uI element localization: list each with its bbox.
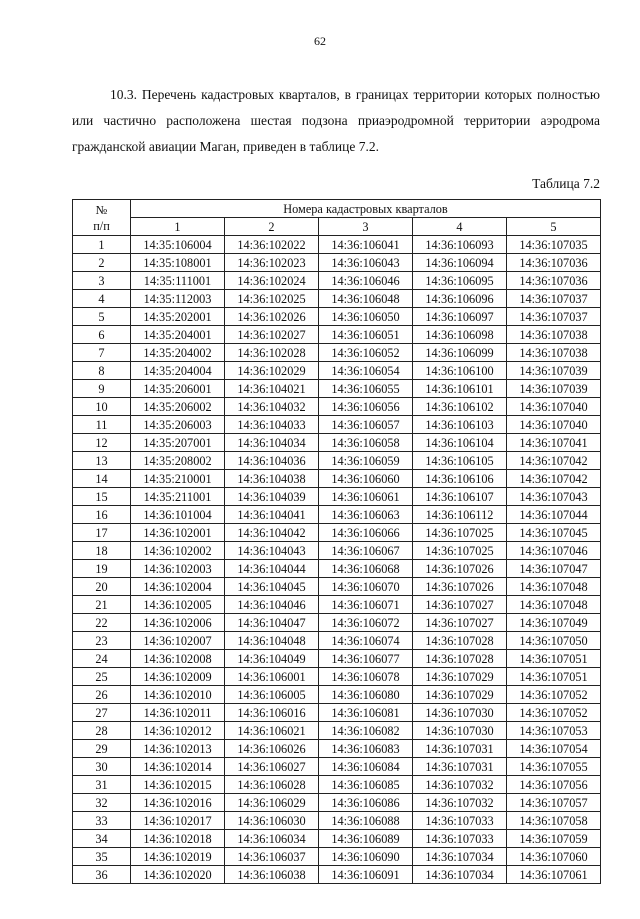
row-number-cell: 11 — [73, 416, 131, 434]
cadastral-quarters-table — [72, 199, 601, 884]
cadastral-number-cell: 14:36:106072 — [319, 614, 413, 632]
table-row — [73, 776, 601, 794]
cadastral-number-cell: 14:36:102019 — [131, 848, 225, 866]
cadastral-number-cell: 14:36:107030 — [413, 704, 507, 722]
cadastral-number-cell: 14:36:107042 — [507, 452, 601, 470]
cadastral-number-cell: 14:36:104046 — [225, 596, 319, 614]
row-number-cell: 8 — [73, 362, 131, 380]
column-header: 3 — [319, 218, 413, 236]
table-row — [73, 326, 601, 344]
cadastral-number-cell: 14:36:101004 — [131, 506, 225, 524]
cadastral-number-cell: 14:35:206003 — [131, 416, 225, 434]
row-number-cell: 32 — [73, 794, 131, 812]
cadastral-number-cell: 14:36:106066 — [319, 524, 413, 542]
table-row — [73, 848, 601, 866]
column-header: 4 — [413, 218, 507, 236]
cadastral-number-cell: 14:35:206002 — [131, 398, 225, 416]
cadastral-number-cell: 14:36:107061 — [507, 866, 601, 884]
cadastral-number-cell: 14:36:102015 — [131, 776, 225, 794]
table-row — [73, 758, 601, 776]
cadastral-number-cell: 14:36:102006 — [131, 614, 225, 632]
cadastral-number-cell: 14:36:107033 — [413, 812, 507, 830]
cadastral-number-cell: 14:36:106103 — [413, 416, 507, 434]
row-number-cell: 7 — [73, 344, 131, 362]
cadastral-number-cell: 14:36:107033 — [413, 830, 507, 848]
table-row — [73, 866, 601, 884]
cadastral-number-cell: 14:36:102012 — [131, 722, 225, 740]
cadastral-number-cell: 14:35:210001 — [131, 470, 225, 488]
cadastral-number-cell: 14:35:204002 — [131, 344, 225, 362]
cadastral-number-cell: 14:35:206001 — [131, 380, 225, 398]
cadastral-number-cell: 14:36:106099 — [413, 344, 507, 362]
cadastral-number-cell: 14:36:106067 — [319, 542, 413, 560]
cadastral-number-cell: 14:36:104033 — [225, 416, 319, 434]
cadastral-number-cell: 14:36:106001 — [225, 668, 319, 686]
row-number-cell: 12 — [73, 434, 131, 452]
column-header: 1 — [131, 218, 225, 236]
cadastral-number-cell: 14:36:106082 — [319, 722, 413, 740]
cadastral-number-cell: 14:36:104039 — [225, 488, 319, 506]
cadastral-number-cell: 14:36:107053 — [507, 722, 601, 740]
cadastral-number-cell: 14:36:104043 — [225, 542, 319, 560]
cadastral-number-cell: 14:36:106055 — [319, 380, 413, 398]
row-number-cell: 2 — [73, 254, 131, 272]
cadastral-number-cell: 14:36:106090 — [319, 848, 413, 866]
cadastral-number-cell: 14:36:106021 — [225, 722, 319, 740]
table-row — [73, 578, 601, 596]
cadastral-number-cell: 14:36:106028 — [225, 776, 319, 794]
cadastral-number-cell: 14:36:107038 — [507, 344, 601, 362]
row-number-cell: 6 — [73, 326, 131, 344]
cadastral-number-cell: 14:36:107043 — [507, 488, 601, 506]
row-number-cell: 4 — [73, 290, 131, 308]
row-number-cell: 10 — [73, 398, 131, 416]
row-number-cell: 14 — [73, 470, 131, 488]
cadastral-number-cell: 14:36:102023 — [225, 254, 319, 272]
cadastral-number-cell: 14:36:104049 — [225, 650, 319, 668]
cadastral-number-cell: 14:36:107045 — [507, 524, 601, 542]
cadastral-number-cell: 14:36:107034 — [413, 866, 507, 884]
table-row — [73, 794, 601, 812]
cadastral-number-cell: 14:35:202001 — [131, 308, 225, 326]
row-number-cell: 17 — [73, 524, 131, 542]
cadastral-number-cell: 14:36:106034 — [225, 830, 319, 848]
table-caption: Таблица 7.2 — [532, 176, 600, 191]
table-row — [73, 542, 601, 560]
table-row — [73, 704, 601, 722]
table-row — [73, 614, 601, 632]
cadastral-number-cell: 14:36:107028 — [413, 632, 507, 650]
cadastral-number-cell: 14:36:102010 — [131, 686, 225, 704]
cadastral-number-cell: 14:36:106089 — [319, 830, 413, 848]
cadastral-number-cell: 14:36:106094 — [413, 254, 507, 272]
cadastral-number-cell: 14:36:102002 — [131, 542, 225, 560]
table-row — [73, 290, 601, 308]
cadastral-number-cell: 14:36:102014 — [131, 758, 225, 776]
cadastral-number-cell: 14:36:106100 — [413, 362, 507, 380]
cadastral-number-cell: 14:36:107046 — [507, 542, 601, 560]
cadastral-number-cell: 14:36:107034 — [413, 848, 507, 866]
row-number-cell: 26 — [73, 686, 131, 704]
cadastral-number-cell: 14:36:106016 — [225, 704, 319, 722]
cadastral-number-cell: 14:36:107059 — [507, 830, 601, 848]
cadastral-number-cell: 14:36:107040 — [507, 398, 601, 416]
cadastral-number-cell: 14:36:107051 — [507, 668, 601, 686]
cadastral-number-cell: 14:36:102005 — [131, 596, 225, 614]
cadastral-number-cell: 14:36:106041 — [319, 236, 413, 254]
cadastral-number-cell: 14:36:106030 — [225, 812, 319, 830]
cadastral-number-cell: 14:36:106091 — [319, 866, 413, 884]
cadastral-number-cell: 14:36:106026 — [225, 740, 319, 758]
cadastral-number-cell: 14:36:107037 — [507, 290, 601, 308]
row-number-cell: 28 — [73, 722, 131, 740]
row-number-cell: 29 — [73, 740, 131, 758]
cadastral-number-cell: 14:36:106063 — [319, 506, 413, 524]
table-row — [73, 650, 601, 668]
cadastral-number-cell: 14:36:106077 — [319, 650, 413, 668]
cadastral-number-cell: 14:36:106071 — [319, 596, 413, 614]
table-row — [73, 830, 601, 848]
cadastral-number-cell: 14:36:104042 — [225, 524, 319, 542]
table-row — [73, 344, 601, 362]
cadastral-number-cell: 14:36:107038 — [507, 326, 601, 344]
cadastral-number-cell: 14:36:106105 — [413, 452, 507, 470]
cadastral-number-cell: 14:36:106029 — [225, 794, 319, 812]
table-row — [73, 416, 601, 434]
cadastral-number-cell: 14:36:102013 — [131, 740, 225, 758]
row-number-cell: 15 — [73, 488, 131, 506]
cadastral-number-cell: 14:36:107052 — [507, 704, 601, 722]
cadastral-number-cell: 14:36:106051 — [319, 326, 413, 344]
cadastral-number-cell: 14:36:107060 — [507, 848, 601, 866]
cadastral-number-cell: 14:36:104032 — [225, 398, 319, 416]
cadastral-number-cell: 14:36:106027 — [225, 758, 319, 776]
cadastral-number-cell: 14:36:107025 — [413, 542, 507, 560]
cadastral-number-cell: 14:36:106095 — [413, 272, 507, 290]
cadastral-number-cell: 14:36:104048 — [225, 632, 319, 650]
cadastral-number-cell: 14:36:107025 — [413, 524, 507, 542]
cadastral-number-cell: 14:36:104045 — [225, 578, 319, 596]
cadastral-number-cell: 14:36:106093 — [413, 236, 507, 254]
cadastral-number-cell: 14:36:107037 — [507, 308, 601, 326]
cadastral-number-cell: 14:36:104041 — [225, 506, 319, 524]
cadastral-number-cell: 14:36:106102 — [413, 398, 507, 416]
cadastral-number-cell: 14:36:104034 — [225, 434, 319, 452]
cadastral-number-cell: 14:36:107040 — [507, 416, 601, 434]
cadastral-number-cell: 14:36:106005 — [225, 686, 319, 704]
cadastral-number-cell: 14:35:211001 — [131, 488, 225, 506]
cadastral-number-cell: 14:36:106068 — [319, 560, 413, 578]
cadastral-number-cell: 14:36:107031 — [413, 758, 507, 776]
cadastral-number-cell: 14:36:102025 — [225, 290, 319, 308]
cadastral-number-cell: 14:36:106057 — [319, 416, 413, 434]
cadastral-number-cell: 14:36:104036 — [225, 452, 319, 470]
intro-paragraph: 10.3. Перечень кадастровых кварталов, в границах территории которых полностью или частично расположена шестая подзона приаэродромной территории аэродрома гражданской авиации Маган, приведен в таблице 7.2. — [72, 86, 600, 154]
table-row — [73, 560, 601, 578]
cadastral-number-cell: 14:36:107027 — [413, 614, 507, 632]
row-number-cell: 9 — [73, 380, 131, 398]
table-row — [73, 362, 601, 380]
row-number-cell: 36 — [73, 866, 131, 884]
cadastral-number-cell: 14:35:207001 — [131, 434, 225, 452]
cadastral-number-cell: 14:36:104047 — [225, 614, 319, 632]
cadastral-number-cell: 14:36:107026 — [413, 578, 507, 596]
table-row — [73, 398, 601, 416]
column-header: 2 — [225, 218, 319, 236]
cadastral-number-cell: 14:36:106060 — [319, 470, 413, 488]
cadastral-number-cell: 14:36:102020 — [131, 866, 225, 884]
cadastral-number-cell: 14:36:106104 — [413, 434, 507, 452]
cadastral-number-cell: 14:36:106078 — [319, 668, 413, 686]
row-number-cell: 21 — [73, 596, 131, 614]
cadastral-number-cell: 14:36:102001 — [131, 524, 225, 542]
cadastral-number-cell: 14:36:106038 — [225, 866, 319, 884]
row-number-header — [73, 200, 131, 236]
cadastral-number-cell: 14:36:106061 — [319, 488, 413, 506]
cadastral-number-cell: 14:36:106085 — [319, 776, 413, 794]
table-row — [73, 722, 601, 740]
cadastral-number-cell: 14:36:102011 — [131, 704, 225, 722]
cadastral-number-cell: 14:36:107048 — [507, 578, 601, 596]
row-number-cell: 30 — [73, 758, 131, 776]
cadastral-number-cell: 14:36:107036 — [507, 254, 601, 272]
cadastral-number-cell: 14:36:107049 — [507, 614, 601, 632]
cadastral-number-cell: 14:36:106106 — [413, 470, 507, 488]
cadastral-number-cell: 14:36:106083 — [319, 740, 413, 758]
table-row — [73, 668, 601, 686]
cadastral-number-cell: 14:35:111001 — [131, 272, 225, 290]
row-number-header-abbr: п/п — [93, 218, 110, 233]
table-body — [73, 236, 601, 884]
cadastral-number-cell: 14:36:102027 — [225, 326, 319, 344]
cadastral-number-cell: 14:36:106043 — [319, 254, 413, 272]
row-number-cell: 23 — [73, 632, 131, 650]
row-number-cell: 34 — [73, 830, 131, 848]
cadastral-numbers-group-header: Номера кадастровых кварталов — [131, 200, 601, 218]
row-number-cell: 13 — [73, 452, 131, 470]
cadastral-number-cell: 14:36:106070 — [319, 578, 413, 596]
row-number-cell: 19 — [73, 560, 131, 578]
cadastral-number-cell: 14:36:107054 — [507, 740, 601, 758]
cadastral-number-cell: 14:36:106081 — [319, 704, 413, 722]
cadastral-number-cell: 14:36:106107 — [413, 488, 507, 506]
table-row — [73, 686, 601, 704]
table-row — [73, 380, 601, 398]
cadastral-number-cell: 14:35:106004 — [131, 236, 225, 254]
row-number-header-symbol: № — [95, 202, 108, 217]
row-number-cell: 31 — [73, 776, 131, 794]
cadastral-number-cell: 14:36:106054 — [319, 362, 413, 380]
table-row — [73, 254, 601, 272]
cadastral-number-cell: 14:36:106058 — [319, 434, 413, 452]
cadastral-number-cell: 14:36:102004 — [131, 578, 225, 596]
table-row — [73, 632, 601, 650]
cadastral-number-cell: 14:36:106098 — [413, 326, 507, 344]
cadastral-number-cell: 14:36:107029 — [413, 668, 507, 686]
cadastral-number-cell: 14:36:107039 — [507, 362, 601, 380]
cadastral-number-cell: 14:36:106048 — [319, 290, 413, 308]
cadastral-number-cell: 14:35:208002 — [131, 452, 225, 470]
cadastral-number-cell: 14:36:107036 — [507, 272, 601, 290]
table-row — [73, 236, 601, 254]
table-row — [73, 740, 601, 758]
cadastral-number-cell: 14:36:107055 — [507, 758, 601, 776]
cadastral-number-cell: 14:36:107026 — [413, 560, 507, 578]
cadastral-number-cell: 14:36:102007 — [131, 632, 225, 650]
cadastral-number-cell: 14:36:102026 — [225, 308, 319, 326]
row-number-cell: 3 — [73, 272, 131, 290]
cadastral-number-cell: 14:36:106112 — [413, 506, 507, 524]
cadastral-number-cell: 14:36:102017 — [131, 812, 225, 830]
row-number-cell: 1 — [73, 236, 131, 254]
cadastral-number-cell: 14:36:102028 — [225, 344, 319, 362]
cadastral-number-cell: 14:36:106074 — [319, 632, 413, 650]
row-number-cell: 25 — [73, 668, 131, 686]
row-number-cell: 16 — [73, 506, 131, 524]
column-header: 5 — [507, 218, 601, 236]
cadastral-number-cell: 14:35:204004 — [131, 362, 225, 380]
cadastral-number-cell: 14:36:106056 — [319, 398, 413, 416]
cadastral-number-cell: 14:36:107044 — [507, 506, 601, 524]
cadastral-number-cell: 14:36:106101 — [413, 380, 507, 398]
cadastral-number-cell: 14:36:102029 — [225, 362, 319, 380]
row-number-cell: 33 — [73, 812, 131, 830]
cadastral-number-cell: 14:36:107057 — [507, 794, 601, 812]
cadastral-number-cell: 14:36:107050 — [507, 632, 601, 650]
cadastral-number-cell: 14:36:107039 — [507, 380, 601, 398]
row-number-cell: 22 — [73, 614, 131, 632]
cadastral-number-cell: 14:36:107027 — [413, 596, 507, 614]
page-number: 62 — [314, 34, 326, 48]
cadastral-number-cell: 14:36:102003 — [131, 560, 225, 578]
cadastral-number-cell: 14:36:107029 — [413, 686, 507, 704]
cadastral-number-cell: 14:36:104044 — [225, 560, 319, 578]
cadastral-number-cell: 14:36:102022 — [225, 236, 319, 254]
table-row — [73, 524, 601, 542]
cadastral-number-cell: 14:36:106046 — [319, 272, 413, 290]
cadastral-number-cell: 14:36:107035 — [507, 236, 601, 254]
table-row — [73, 308, 601, 326]
table-row — [73, 452, 601, 470]
cadastral-number-cell: 14:36:106037 — [225, 848, 319, 866]
cadastral-number-cell: 14:36:107041 — [507, 434, 601, 452]
cadastral-number-cell: 14:36:106096 — [413, 290, 507, 308]
cadastral-number-cell: 14:36:106050 — [319, 308, 413, 326]
cadastral-number-cell: 14:36:106088 — [319, 812, 413, 830]
table-row — [73, 506, 601, 524]
row-number-cell: 35 — [73, 848, 131, 866]
cadastral-number-cell: 14:36:107031 — [413, 740, 507, 758]
cadastral-number-cell: 14:36:107032 — [413, 794, 507, 812]
cadastral-number-cell: 14:36:102024 — [225, 272, 319, 290]
row-number-cell: 27 — [73, 704, 131, 722]
cadastral-number-cell: 14:36:102018 — [131, 830, 225, 848]
cadastral-number-cell: 14:36:106086 — [319, 794, 413, 812]
cadastral-number-cell: 14:36:107028 — [413, 650, 507, 668]
table-row — [73, 488, 601, 506]
cadastral-number-cell: 14:35:112003 — [131, 290, 225, 308]
cadastral-number-cell: 14:36:106097 — [413, 308, 507, 326]
cadastral-number-cell: 14:36:106080 — [319, 686, 413, 704]
cadastral-number-cell: 14:36:102009 — [131, 668, 225, 686]
table-row — [73, 596, 601, 614]
table-row — [73, 272, 601, 290]
cadastral-number-cell: 14:36:107030 — [413, 722, 507, 740]
cadastral-number-cell: 14:36:107052 — [507, 686, 601, 704]
table-row — [73, 434, 601, 452]
cadastral-number-cell: 14:36:107032 — [413, 776, 507, 794]
cadastral-number-cell: 14:36:104038 — [225, 470, 319, 488]
row-number-cell: 24 — [73, 650, 131, 668]
cadastral-number-cell: 14:36:107051 — [507, 650, 601, 668]
cadastral-number-cell: 14:36:104021 — [225, 380, 319, 398]
cadastral-number-cell: 14:36:106059 — [319, 452, 413, 470]
row-number-cell: 5 — [73, 308, 131, 326]
cadastral-number-cell: 14:36:102008 — [131, 650, 225, 668]
cadastral-number-cell: 14:35:108001 — [131, 254, 225, 272]
cadastral-number-cell: 14:35:204001 — [131, 326, 225, 344]
table-row — [73, 470, 601, 488]
cadastral-number-cell: 14:36:106084 — [319, 758, 413, 776]
cadastral-number-cell: 14:36:107058 — [507, 812, 601, 830]
table-row — [73, 812, 601, 830]
cadastral-number-cell: 14:36:107047 — [507, 560, 601, 578]
cadastral-number-cell: 14:36:107056 — [507, 776, 601, 794]
row-number-cell: 18 — [73, 542, 131, 560]
cadastral-number-cell: 14:36:106052 — [319, 344, 413, 362]
cadastral-number-cell: 14:36:107048 — [507, 596, 601, 614]
row-number-cell: 20 — [73, 578, 131, 596]
cadastral-number-cell: 14:36:102016 — [131, 794, 225, 812]
cadastral-number-cell: 14:36:107042 — [507, 470, 601, 488]
